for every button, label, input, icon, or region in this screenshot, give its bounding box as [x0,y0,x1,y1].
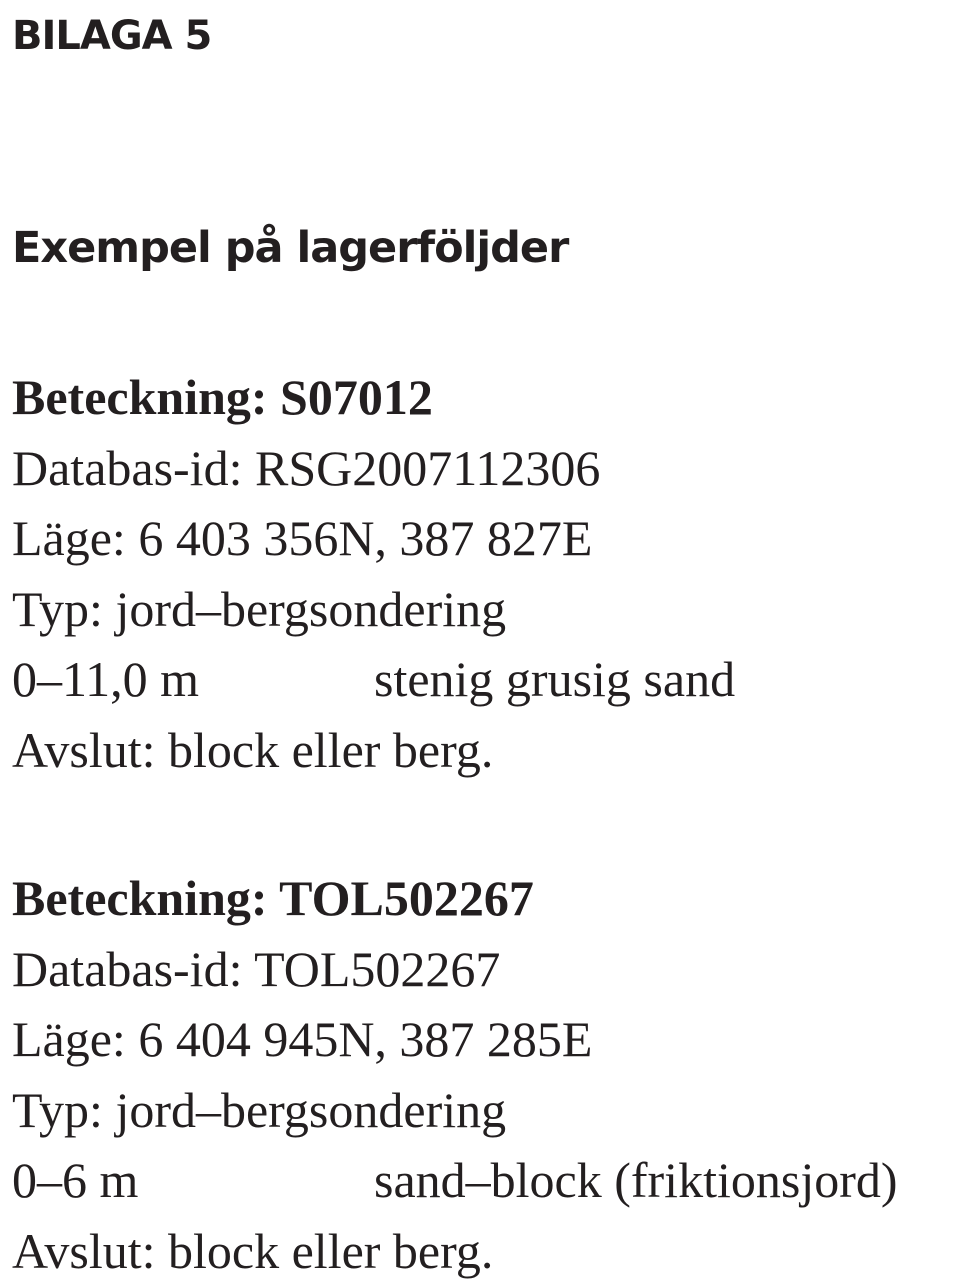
record-database-id: Databas-id: TOL502267 [12,934,952,1005]
record-type: Typ: jord–bergsondering [12,1075,952,1146]
record-location: Läge: 6 404 945N, 387 285E [12,1004,952,1075]
record-location: Läge: 6 403 356N, 387 827E [12,503,952,574]
layer-depth: 0–11,0 m [12,644,199,715]
record-block [12,362,952,785]
record-block [12,863,952,1286]
layer-row [12,644,952,715]
layer-material: stenig grusig sand [374,644,735,715]
record-termination: Avslut: block eller berg. [12,1216,952,1286]
layer-row [12,1145,952,1216]
record-designation: Beteckning: S07012 [12,362,952,433]
record-designation: Beteckning: TOL502267 [12,863,952,934]
record-type: Typ: jord–bergsondering [12,574,952,645]
page-title: Exempel på lagerföljder [12,222,568,274]
layer-depth: 0–6 m [12,1145,138,1216]
record-termination: Avslut: block eller berg. [12,715,952,786]
record-database-id: Databas-id: RSG2007112306 [12,433,952,504]
layer-material: sand–block (friktionsjord) [374,1145,898,1216]
appendix-label: BILAGA 5 [12,12,211,60]
